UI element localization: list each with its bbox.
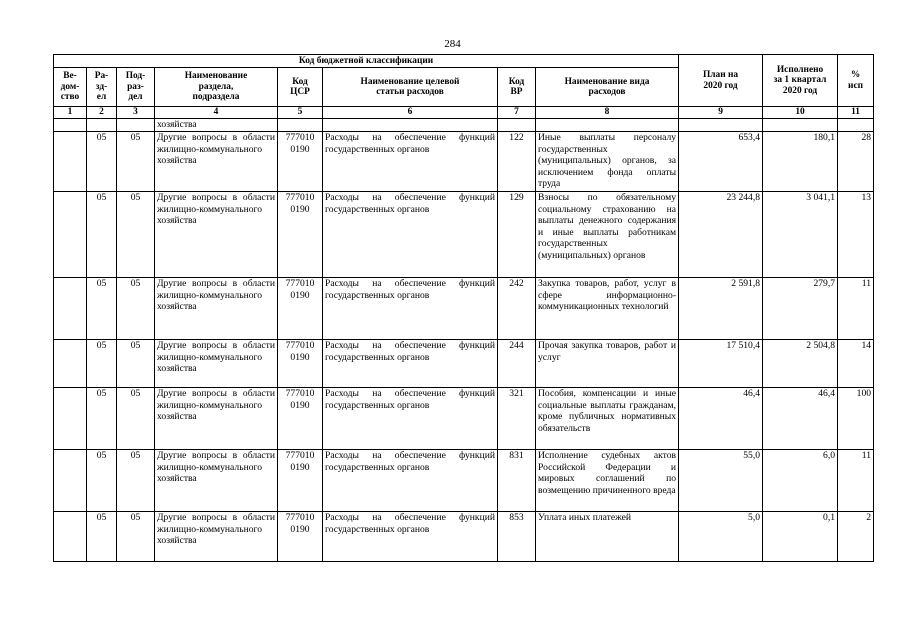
- continuation-row: [54, 119, 874, 132]
- executed-amount-cell: 279,7: [763, 278, 838, 340]
- column-number: 2: [87, 107, 117, 119]
- percent-executed-cell: 28: [838, 132, 874, 192]
- executed-amount-cell: 46,4: [763, 388, 838, 450]
- section-name-cell: Другие вопросы в области жилищно-коммунального хозяйства: [155, 388, 278, 450]
- header-department: Ве- дом- ство: [54, 68, 87, 107]
- section-code-cell: 05: [87, 278, 117, 340]
- column-number: 5: [278, 107, 323, 119]
- section-code-cell: 05: [87, 132, 117, 192]
- department-cell: [54, 278, 87, 340]
- section-name-cell: Другие вопросы в области жилищно-коммунального хозяйства: [155, 512, 278, 562]
- target-item-name-cell: Расходы на обеспечение функций государственных органов: [323, 278, 498, 340]
- expense-type-name-cell: Иные выплаты персоналу государственных (муниципальных) органов, за исключением фонда оплаты труда: [536, 132, 679, 192]
- executed-amount-cell: 0,1: [763, 512, 838, 562]
- header-subsection: Под- раз- дел: [117, 68, 155, 107]
- subsection-code-cell: 05: [117, 192, 155, 278]
- budget-execution-table: [53, 54, 874, 562]
- target-item-name-cell: Расходы на обеспечение функций государственных органов: [323, 512, 498, 562]
- plan-amount-cell: 17 510,4: [679, 340, 763, 388]
- column-number: 1: [54, 107, 87, 119]
- subsection-code-cell: 05: [117, 512, 155, 562]
- expense-type-name-cell: Взносы по обязательному социальному страхованию на выплаты денежного содержания и иные выплаты работникам государственных (муниципальных) органов: [536, 192, 679, 278]
- table-row: [54, 278, 874, 340]
- header-section: Ра- зд- ел: [87, 68, 117, 107]
- csr-code-cell: 777010 0190: [278, 340, 323, 388]
- target-item-name-cell: Расходы на обеспечение функций государственных органов: [323, 132, 498, 192]
- plan-amount-cell: 23 244,8: [679, 192, 763, 278]
- table-row: [54, 132, 874, 192]
- header-group-row: [54, 55, 874, 68]
- target-item-name-cell: Расходы на обеспечение функций государственных органов: [323, 388, 498, 450]
- table-row: [54, 340, 874, 388]
- subsection-code-cell: 05: [117, 340, 155, 388]
- subsection-code-cell: 05: [117, 388, 155, 450]
- csr-code-cell: 777010 0190: [278, 450, 323, 512]
- percent-executed-cell: 100: [838, 388, 874, 450]
- executed-amount-cell: 2 504,8: [763, 340, 838, 388]
- vr-code-cell: 122: [498, 132, 536, 192]
- vr-code-cell: 831: [498, 450, 536, 512]
- department-cell: [54, 132, 87, 192]
- section-code-cell: 05: [87, 512, 117, 562]
- section-name-cell: Другие вопросы в области жилищно-коммунального хозяйства: [155, 450, 278, 512]
- vr-code-cell: 129: [498, 192, 536, 278]
- header-section-name: Наименование раздела, подраздела: [155, 68, 278, 107]
- expense-type-name-cell: Закупка товаров, работ, услуг в сфере информационно-коммуникационных технологий: [536, 278, 679, 340]
- department-cell: [54, 450, 87, 512]
- plan-amount-cell: 5,0: [679, 512, 763, 562]
- percent-executed-cell: 2: [838, 512, 874, 562]
- department-cell: [54, 388, 87, 450]
- percent-executed-cell: 11: [838, 278, 874, 340]
- csr-code-cell: 777010 0190: [278, 132, 323, 192]
- column-number: 6: [323, 107, 498, 119]
- section-name-cell: Другие вопросы в области жилищно-коммунального хозяйства: [155, 192, 278, 278]
- vr-code-cell: 244: [498, 340, 536, 388]
- table-row: [54, 192, 874, 278]
- table-row: [54, 388, 874, 450]
- expense-type-name-cell: Пособия, компенсации и иные социальные выплаты гражданам, кроме публичных нормативных обязательств: [536, 388, 679, 450]
- percent-executed-cell: 13: [838, 192, 874, 278]
- csr-code-cell: 777010 0190: [278, 278, 323, 340]
- department-cell: [54, 340, 87, 388]
- header-expense-type-name: Наименование вида расходов: [536, 68, 679, 107]
- subsection-code-cell: 05: [117, 278, 155, 340]
- executed-amount-cell: 180,1: [763, 132, 838, 192]
- table-row: [54, 512, 874, 562]
- percent-executed-cell: 14: [838, 340, 874, 388]
- target-item-name-cell: Расходы на обеспечение функций государственных органов: [323, 340, 498, 388]
- header-numbers-row: [54, 107, 874, 119]
- subsection-code-cell: 05: [117, 450, 155, 512]
- header-plan: План на 2020 год: [679, 55, 763, 107]
- section-code-cell: 05: [87, 192, 117, 278]
- header-vr-code: Код ВР: [498, 68, 536, 107]
- section-name-cell: Другие вопросы в области жилищно-коммунального хозяйства: [155, 132, 278, 192]
- continuation-text: хозяйства: [155, 119, 278, 132]
- expense-type-name-cell: Прочая закупка товаров, работ и услуг: [536, 340, 679, 388]
- header-csr-code: Код ЦСР: [278, 68, 323, 107]
- expense-type-name-cell: Уплата иных платежей: [536, 512, 679, 562]
- section-code-cell: 05: [87, 340, 117, 388]
- section-code-cell: 05: [87, 450, 117, 512]
- section-name-cell: Другие вопросы в области жилищно-коммунального хозяйства: [155, 340, 278, 388]
- plan-amount-cell: 55,0: [679, 450, 763, 512]
- plan-amount-cell: 2 591,8: [679, 278, 763, 340]
- plan-amount-cell: 46,4: [679, 388, 763, 450]
- csr-code-cell: 777010 0190: [278, 192, 323, 278]
- section-name-cell: Другие вопросы в области жилищно-коммунального хозяйства: [155, 278, 278, 340]
- vr-code-cell: 321: [498, 388, 536, 450]
- department-cell: [54, 512, 87, 562]
- column-number: 8: [536, 107, 679, 119]
- column-number: 10: [763, 107, 838, 119]
- subsection-code-cell: 05: [117, 132, 155, 192]
- header-target-item-name: Наименование целевой статьи расходов: [323, 68, 498, 107]
- department-cell: [54, 192, 87, 278]
- csr-code-cell: 777010 0190: [278, 512, 323, 562]
- vr-code-cell: 853: [498, 512, 536, 562]
- page-number: 284: [444, 38, 461, 50]
- percent-executed-cell: 11: [838, 450, 874, 512]
- budget-classification-header: Код бюджетной классификации: [54, 55, 679, 68]
- target-item-name-cell: Расходы на обеспечение функций государственных органов: [323, 450, 498, 512]
- csr-code-cell: 777010 0190: [278, 388, 323, 450]
- column-number: 3: [117, 107, 155, 119]
- column-number: 9: [679, 107, 763, 119]
- target-item-name-cell: Расходы на обеспечение функций государственных органов: [323, 192, 498, 278]
- table-row: [54, 450, 874, 512]
- executed-amount-cell: 3 041,1: [763, 192, 838, 278]
- column-number: 11: [838, 107, 874, 119]
- expense-type-name-cell: Исполнение судебных актов Российской Федерации и мировых соглашений по возмещению причиненного вреда: [536, 450, 679, 512]
- header-executed: Исполнено за 1 квартал 2020 год: [763, 55, 838, 107]
- plan-amount-cell: 653,4: [679, 132, 763, 192]
- vr-code-cell: 242: [498, 278, 536, 340]
- section-code-cell: 05: [87, 388, 117, 450]
- column-number: 7: [498, 107, 536, 119]
- column-number: 4: [155, 107, 278, 119]
- executed-amount-cell: 6,0: [763, 450, 838, 512]
- header-percent: % исп: [838, 55, 874, 107]
